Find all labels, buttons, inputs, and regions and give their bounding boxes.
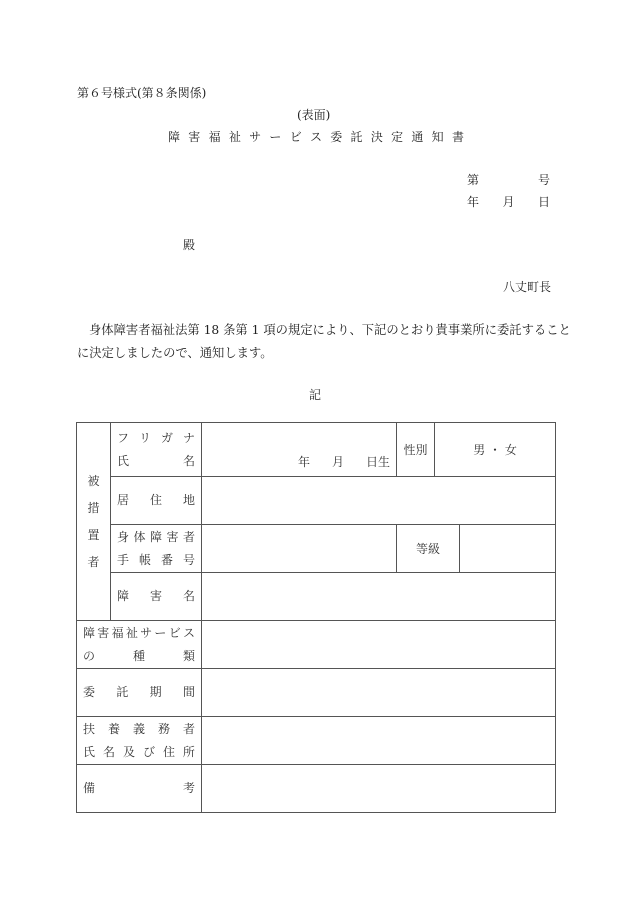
- reference-number: 第 号: [467, 173, 550, 187]
- addressee-honorific: 殿: [183, 238, 196, 252]
- guardian-label: 扶 養 義 務 者 氏 名 及 び 住 所: [77, 717, 202, 765]
- table-row-remarks: [77, 765, 556, 813]
- form-side-label: (表面): [297, 108, 331, 122]
- disability-field[interactable]: [202, 573, 556, 621]
- address-label: 居 住 地: [111, 477, 202, 525]
- disability-label: 障 害 名: [111, 573, 202, 621]
- remarks-label: 備 考: [77, 765, 202, 813]
- remarks-field[interactable]: [202, 765, 556, 813]
- table-row-address: [77, 477, 556, 525]
- service-type-label: 障 害 福 祉 サ ー ビ ス の 種 類: [77, 621, 202, 669]
- guardian-field[interactable]: [202, 717, 556, 765]
- form-number: 第６号様式(第８条関係): [77, 86, 207, 100]
- entrustment-table: [76, 422, 556, 813]
- table-row-service: [77, 621, 556, 669]
- grade-field[interactable]: [460, 525, 556, 573]
- grade-label: 等級: [397, 525, 460, 573]
- handbook-label: 身 体 障 害 者 手 帳 番 号: [111, 525, 202, 573]
- table-row-disability: [77, 573, 556, 621]
- body-line-2: に決定しましたので、通知します。: [77, 346, 273, 360]
- table-row-handbook: [77, 525, 556, 573]
- name-birthdate-field[interactable]: 年 月 日生: [202, 423, 397, 477]
- handbook-number-field[interactable]: [202, 525, 397, 573]
- sex-field[interactable]: 男 ・ 女: [435, 423, 556, 477]
- issuer-name: 八丈町長: [503, 280, 552, 294]
- address-field[interactable]: [202, 477, 556, 525]
- table-row-name: [77, 423, 556, 477]
- period-label: 委 託 期 間: [77, 669, 202, 717]
- issue-date: 年 月 日: [467, 195, 550, 209]
- subject-group-label: 被 措 置 者: [77, 423, 111, 621]
- service-type-field[interactable]: [202, 621, 556, 669]
- name-label: フ リ ガ ナ 氏 名: [111, 423, 202, 477]
- ki-heading: 記: [309, 388, 322, 402]
- period-field[interactable]: [202, 669, 556, 717]
- table-row-guardian: [77, 717, 556, 765]
- table-row-period: [77, 669, 556, 717]
- document-title: 障 害 福 祉 サ ー ビ ス 委 託 決 定 通 知 書: [168, 130, 464, 144]
- sex-label: 性別: [397, 423, 435, 477]
- body-line-1: 身体障害者福祉法第 18 条第 1 項の規定により、下記のとおり貴事業所に委託すること: [89, 323, 571, 337]
